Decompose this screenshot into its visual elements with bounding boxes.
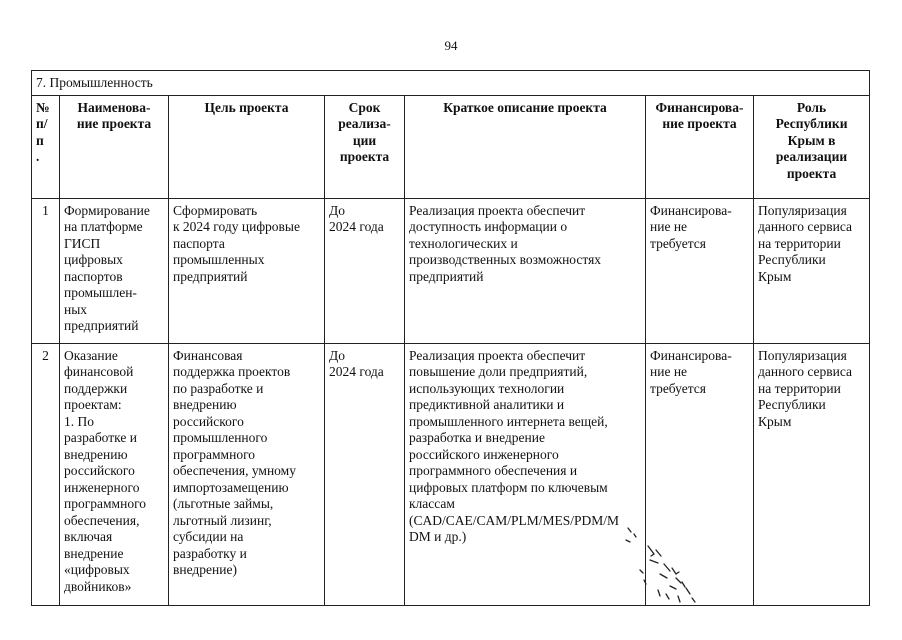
project-description: Реализация проекта обеспечит повышение доли предприятий, использующих технологии предиктивной аналитики и промышленного интернета вещей, разработка и внедрение российского инженерного программного обеспечения и цифровых платформ по ключевым классам (CAD/CAE/CAM/PLM/MES/PDM/M DM и др.): [405, 343, 646, 605]
project-name: Оказание финансовой поддержки проектам: 1. По разработке и внедрению российского инженерного программного обеспечения, включая внедрение «цифровых двойников»: [60, 343, 169, 605]
table-row: [32, 343, 870, 605]
page-number: 94: [444, 38, 458, 53]
row-number: 1: [32, 198, 60, 343]
column-header-name: Наименова- ние проекта: [60, 95, 169, 198]
industry-projects-table: [31, 70, 870, 606]
column-header-description: Краткое описание проекта: [405, 95, 646, 198]
project-goal: Финансовая поддержка проектов по разработке и внедрению российского промышленного программного обеспечения, умному импортозамещению (льготные займы, льготный лизинг, субсидии на разработку и внедрение): [169, 343, 325, 605]
column-header-role: Роль Республики Крым в реализации проекта: [754, 95, 870, 198]
project-financing: Финансирова- ние не требуется: [646, 343, 754, 605]
row-number: 2: [32, 343, 60, 605]
project-term: До 2024 года: [325, 343, 405, 605]
project-name: Формирование на платформе ГИСП цифровых паспортов промышлен- ных предприятий: [60, 198, 169, 343]
table-row: [32, 198, 870, 343]
column-header-row: [32, 95, 870, 198]
section-title: 7. Промышленность: [32, 71, 870, 96]
project-term: До 2024 года: [325, 198, 405, 343]
project-financing: Финансирова- ние не требуется: [646, 198, 754, 343]
project-role: Популяризация данного сервиса на территории Республики Крым: [754, 198, 870, 343]
section-header-row: [32, 71, 870, 96]
column-header-term: Срок реализа- ции проекта: [325, 95, 405, 198]
project-goal: Сформировать к 2024 году цифровые паспорта промышленных предприятий: [169, 198, 325, 343]
column-header-number: № п/ п .: [32, 95, 60, 198]
project-description: Реализация проекта обеспечит доступность информации о технологических и производственных возможностях предприятий: [405, 198, 646, 343]
project-role: Популяризация данного сервиса на территории Республики Крым: [754, 343, 870, 605]
column-header-goal: Цель проекта: [169, 95, 325, 198]
column-header-financing: Финансирова- ние проекта: [646, 95, 754, 198]
